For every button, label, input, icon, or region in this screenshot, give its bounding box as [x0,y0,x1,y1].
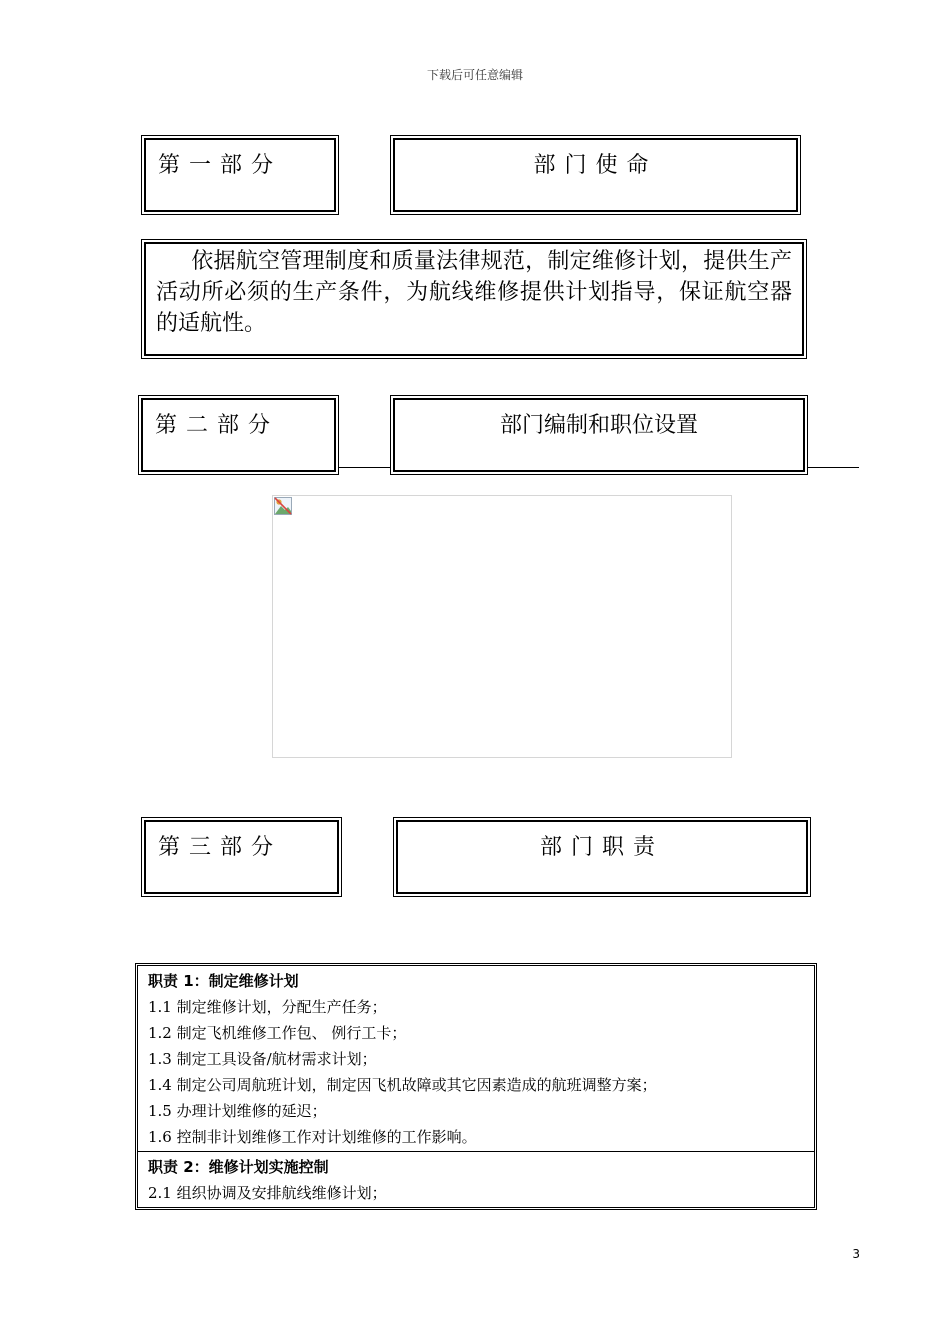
part2-left-rule [339,467,390,468]
duty-1-item-6: 1.6 控制非计划维修工作对计划维修的工作影响。 [148,1128,477,1146]
part3-label-box [141,817,342,897]
part1-label: 第一部分 [158,153,283,178]
duty-1-item-4: 1.4 制定公司周航班计划，制定因飞机故障或其它因素造成的航班调整方案； [148,1076,657,1094]
part2-right-rule [808,467,859,468]
part1-title-box [390,135,801,215]
org-chart-image-placeholder [272,495,732,758]
part2-label: 第二部分 [155,413,280,438]
duty-1-title: 职责 1：制定维修计划 [148,972,299,990]
duty-1-item-3: 1.3 制定工具设备/航材需求计划； [148,1050,377,1068]
part3-title: 部门职责 [539,835,664,860]
header-note: 下载后可任意编辑 [426,68,523,82]
part3-title-box [393,817,811,897]
page-number: 3 [852,1247,860,1261]
mission-statement: 依据航空管理制度和质量法律规范，制定维修计划，提供生产活动所必须的生产条件，为航线维修提供计划指导，保证航空器的适航性。 [156,249,792,336]
duty-section-2 [138,1152,814,1207]
duty-1-item-5: 1.5 办理计划维修的延迟； [148,1102,327,1120]
broken-image-icon [274,497,292,515]
duties-table [135,963,817,1210]
part2-label-box [138,395,339,475]
duty-1-item-1: 1.1 制定维修计划，分配生产任务； [148,998,387,1016]
duty-1-item-2: 1.2 制定飞机维修工作包、 例行工卡； [148,1024,407,1042]
part1-label-box [141,135,339,215]
duty-2-title: 职责 2：维修计划实施控制 [148,1158,329,1176]
part2-title-box [390,395,808,475]
mission-box [141,239,807,359]
part1-title: 部门使命 [533,153,658,178]
duty-section-1 [138,966,814,1152]
part3-label: 第三部分 [158,835,283,860]
duty-2-item-1: 2.1 组织协调及安排航线维修计划； [148,1184,387,1202]
part2-title: 部门编制和职位设置 [499,413,698,438]
